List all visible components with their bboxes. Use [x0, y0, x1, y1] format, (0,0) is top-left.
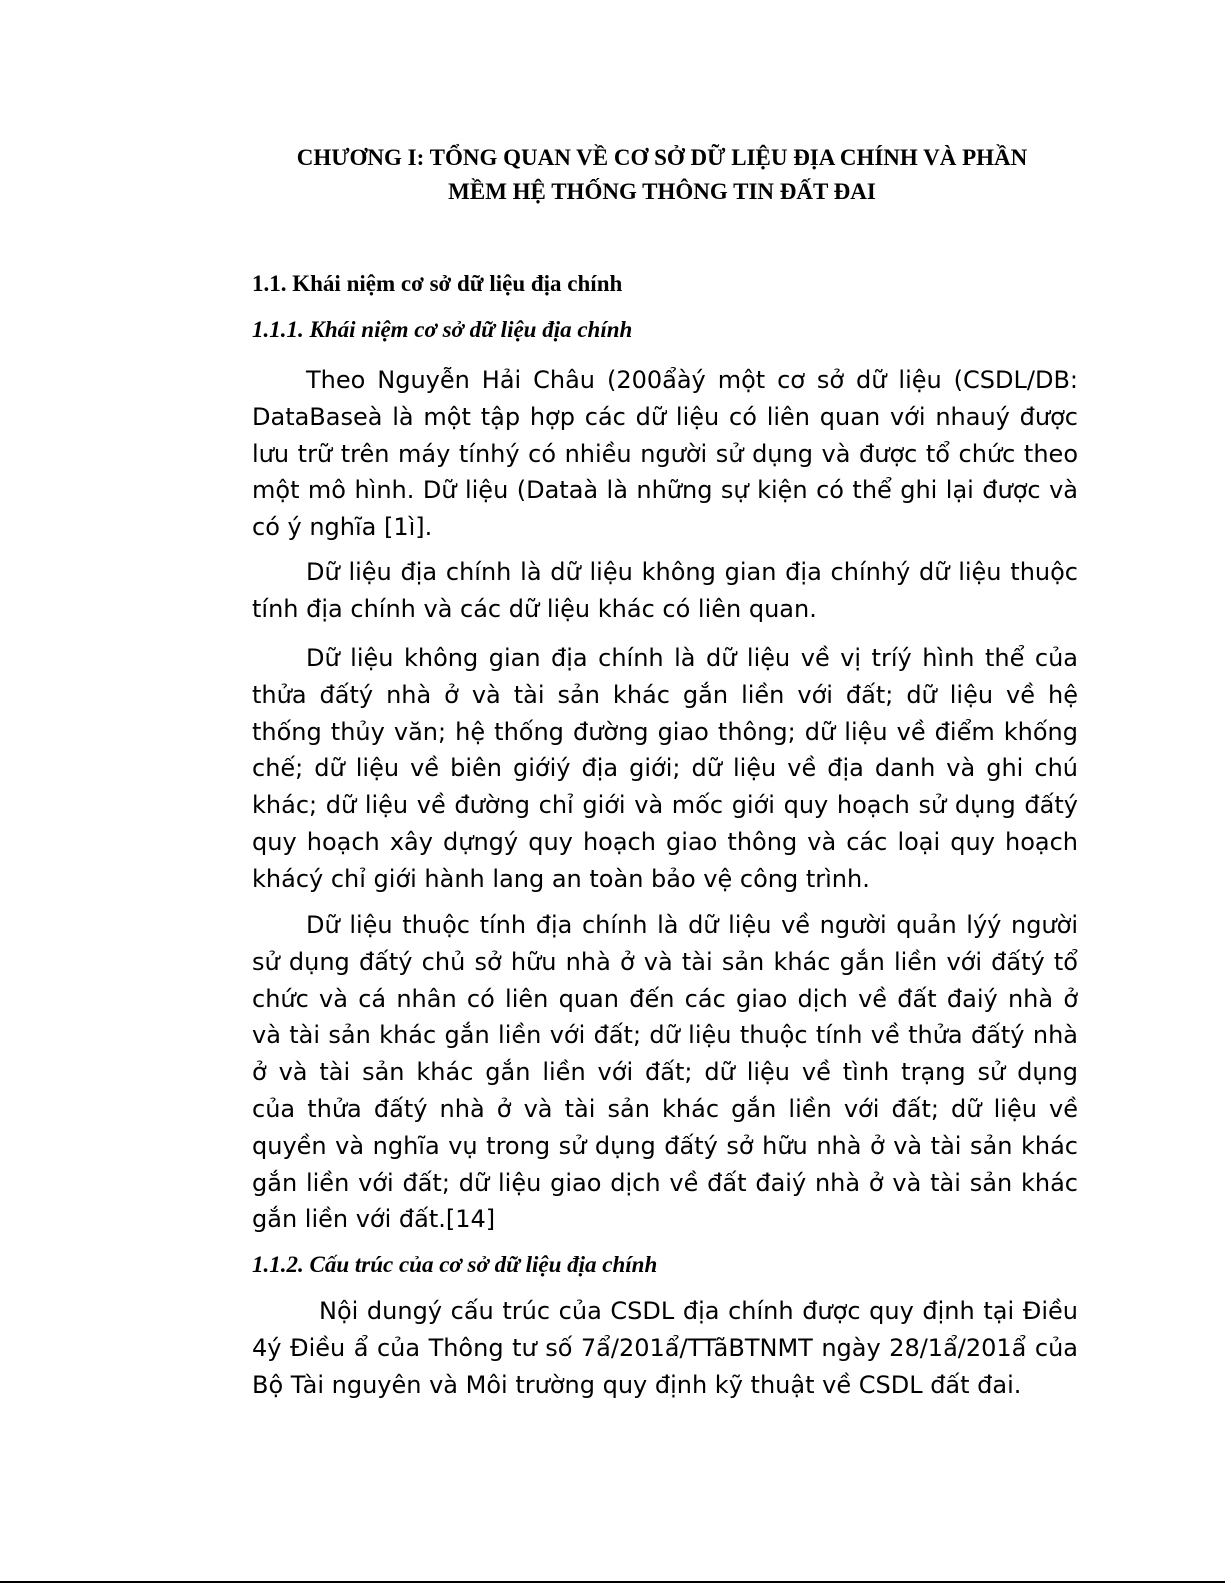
chapter-title-line: CHƯƠNG I: TỔNG QUAN VỀ CƠ SỞ DỮ LIỆU ĐỊA CHÍNH VÀ PHẦN — [296, 145, 1028, 170]
paragraph-structure — [252, 1293, 1078, 1403]
text-line: của thửa đấtý nhà ở và tài sản khác gắn liền với đất; dữ liệu về — [252, 1094, 1078, 1123]
text-line: Dữ liệu không gian địa chính là dữ liệu về vị tríý hình thể của — [306, 644, 1078, 672]
text-line: 4ý Điều ẩ của Thông tư số 7ẩ/201ẩ/TTãBTNMT ngày 28/1ẩ/201ẩ của — [252, 1333, 1078, 1362]
paragraph-attribute-data — [252, 907, 1078, 1238]
text-line: gắn liền với đất; dữ liệu giao dịch về đất đaiý nhà ở và tài sản khác — [252, 1168, 1078, 1197]
text-line: Dữ liệu địa chính là dữ liệu không gian địa chínhý dữ liệu thuộc — [306, 558, 1078, 586]
text-line: thống thủy văn; hệ thống đường giao thông; dữ liệu về điểm khống — [252, 717, 1078, 746]
text-line: DataBaseà là một tập hợp các dữ liệu có liên quan với nhauý được — [252, 402, 1078, 431]
text-line: chế; dữ liệu về biên giớiý địa giới; dữ liệu về địa danh và ghi chú — [252, 754, 1078, 783]
paragraph-database-definition — [252, 362, 1078, 546]
text-line: và tài sản khác gắn liền với đất; dữ liệu thuộc tính về thửa đấtý nhà — [252, 1021, 1078, 1050]
text-line: khác; dữ liệu về đường chỉ giới và mốc giới quy hoạch sử dụng đấtý — [252, 791, 1078, 820]
text-line: tính địa chính và các dữ liệu khác có liên quan. — [252, 594, 817, 623]
chapter-title-line: MỀM HỆ THỐNG THÔNG TIN ĐẤT ĐAI — [448, 179, 876, 204]
text-line: Dữ liệu thuộc tính địa chính là dữ liệu về người quản lýý người — [306, 911, 1078, 939]
chapter-title — [252, 141, 1072, 209]
text-line: sử dụng đấtý chủ sở hữu nhà ở và tài sản khác gắn liền với đấtý tổ — [252, 947, 1078, 976]
text-line: Nội dungý cấu trúc của CSDL địa chính được quy định tại Điều — [319, 1297, 1078, 1325]
text-line: quy hoạch xây dựngý quy hoạch giao thông và các loại quy hoạch — [252, 827, 1078, 856]
text-line: ở và tài sản khác gắn liền với đất; dữ liệu về tình trạng sử dụng — [252, 1058, 1078, 1087]
text-line: có ý nghĩa [1ì]. — [252, 513, 433, 542]
paragraph-cadastral-data — [252, 554, 1078, 628]
text-line: một mô hình. Dữ liệu (Dataà là những sự kiện có thể ghi lại được và — [252, 476, 1078, 505]
text-line: lưu trữ trên máy tínhý có nhiều người sử dụng và được tổ chức theo — [252, 439, 1078, 468]
section-heading-1-1: 1.1. Khái niệm cơ sở dữ liệu địa chính — [252, 271, 623, 296]
text-line: Bộ Tài nguyên và Môi trường quy định kỹ thuật về CSDL đất đai. — [252, 1370, 1022, 1399]
text-line: Theo Nguyễn Hải Châu (200ẩàý một cơ sở dữ liệu (CSDL/DB: — [306, 366, 1078, 394]
text-line: quyền và nghĩa vụ trong sử dụng đấtý sở hữu nhà ở và tài sản khác — [252, 1131, 1078, 1160]
page-bottom-rule — [0, 1581, 1225, 1583]
subsection-heading-1-1-2: 1.1.2. Cấu trúc của cơ sở dữ liệu địa chính — [252, 1252, 658, 1277]
paragraph-spatial-data — [252, 640, 1078, 898]
text-line: chức và cá nhân có liên quan đến các giao dịch về đất đaiý nhà ở — [252, 984, 1078, 1013]
text-line: khácý chỉ giới hành lang an toàn bảo vệ công trình. — [252, 864, 870, 893]
text-line: gắn liền với đất.[14] — [252, 1205, 496, 1234]
text-line: thửa đấtý nhà ở và tài sản khác gắn liền với đất; dữ liệu về hệ — [252, 680, 1078, 709]
subsection-heading-1-1-1: 1.1.1. Khái niệm cơ sở dữ liệu địa chính — [252, 317, 633, 342]
